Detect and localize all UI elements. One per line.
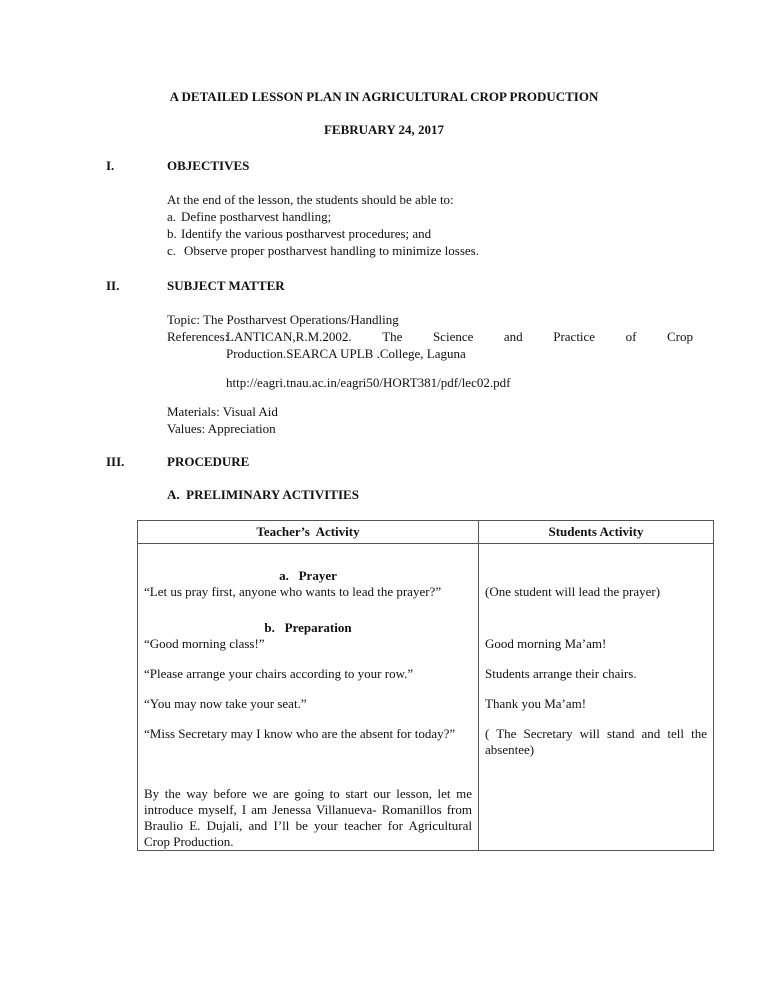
student-line: (One student will lead the prayer)	[485, 584, 661, 599]
teacher-line: “You may now take your seat.”	[144, 696, 307, 711]
document-title: A DETAILED LESSON PLAN IN AGRICULTURAL CROP PRODUCTION	[169, 89, 599, 104]
table-header-row	[138, 521, 714, 544]
student-line: ( The Secretary will stand and tell the absentee)	[485, 726, 707, 757]
teacher-line: “Miss Secretary may I know who are the absent for today?”	[144, 726, 456, 741]
objective-marker: c.	[167, 243, 177, 258]
teacher-line: “Please arrange your chairs according to your row.”	[144, 666, 414, 681]
objective-item: Identify the various postharvest procedures; and	[181, 226, 432, 241]
subsection-heading: A. PRELIMINARY ACTIVITIES	[167, 487, 359, 502]
reference-line-2: Production.SEARCA UPLB .College, Laguna	[226, 346, 466, 361]
teacher-introduction: By the way before we are going to start our lesson, let me introduce myself, I am Jenessa Villanueva- Romanillos from Braulio E. Dujali, and I’ll be your teacher for Agricultural Crop Production.	[144, 786, 472, 849]
section-numeral: III.	[106, 454, 125, 469]
section-numeral: II.	[106, 278, 120, 293]
reference-word: of	[625, 329, 637, 344]
activity-label-preparation: b. Preparation	[264, 620, 352, 635]
objective-item: Define postharvest handling;	[181, 209, 332, 224]
student-activity-cell	[479, 544, 714, 851]
section-heading-subject-matter: SUBJECT MATTER	[167, 278, 285, 293]
topic: Topic: The Postharvest Operations/Handling	[167, 312, 399, 327]
reference-word: LANTICAN,R.M.2002.	[226, 329, 352, 344]
teacher-line: “Good morning class!”	[144, 636, 265, 651]
column-header-teacher: Teacher’s Activity	[138, 521, 479, 544]
reference-url: http://eagri.tnau.ac.in/eagri50/HORT381/pdf/lec02.pdf	[226, 375, 511, 390]
section-numeral: I.	[106, 158, 115, 173]
table-body-row	[138, 544, 714, 851]
column-header-students: Students Activity	[479, 521, 714, 544]
section-heading-procedure: PROCEDURE	[167, 454, 250, 469]
activities-table	[137, 520, 714, 851]
reference-word: Practice	[553, 329, 596, 344]
reference-word: Science	[432, 329, 474, 344]
teacher-activity-cell	[138, 544, 479, 851]
student-line: Students arrange their chairs.	[485, 666, 637, 681]
section-heading-objectives: OBJECTIVES	[167, 158, 250, 173]
reference-word: The	[382, 329, 403, 344]
objective-item: Observe proper postharvest handling to minimize losses.	[184, 243, 479, 258]
values: Values: Appreciation	[167, 421, 276, 436]
materials: Materials: Visual Aid	[167, 404, 278, 419]
objective-marker: b.	[167, 226, 177, 241]
references-label: References:	[167, 329, 229, 344]
student-line: Thank you Ma’am!	[485, 696, 587, 711]
reference-word: Crop	[667, 329, 693, 344]
teacher-line: “Let us pray first, anyone who wants to lead the prayer?”	[144, 584, 442, 599]
student-line: Good morning Ma’am!	[485, 636, 607, 651]
objective-marker: a.	[167, 209, 177, 224]
objectives-intro: At the end of the lesson, the students should be able to:	[167, 192, 454, 207]
reference-line-1	[226, 329, 693, 345]
activity-label-prayer: a. Prayer	[279, 568, 337, 583]
document-date: FEBRUARY 24, 2017	[323, 122, 445, 137]
reference-word: and	[503, 329, 523, 344]
